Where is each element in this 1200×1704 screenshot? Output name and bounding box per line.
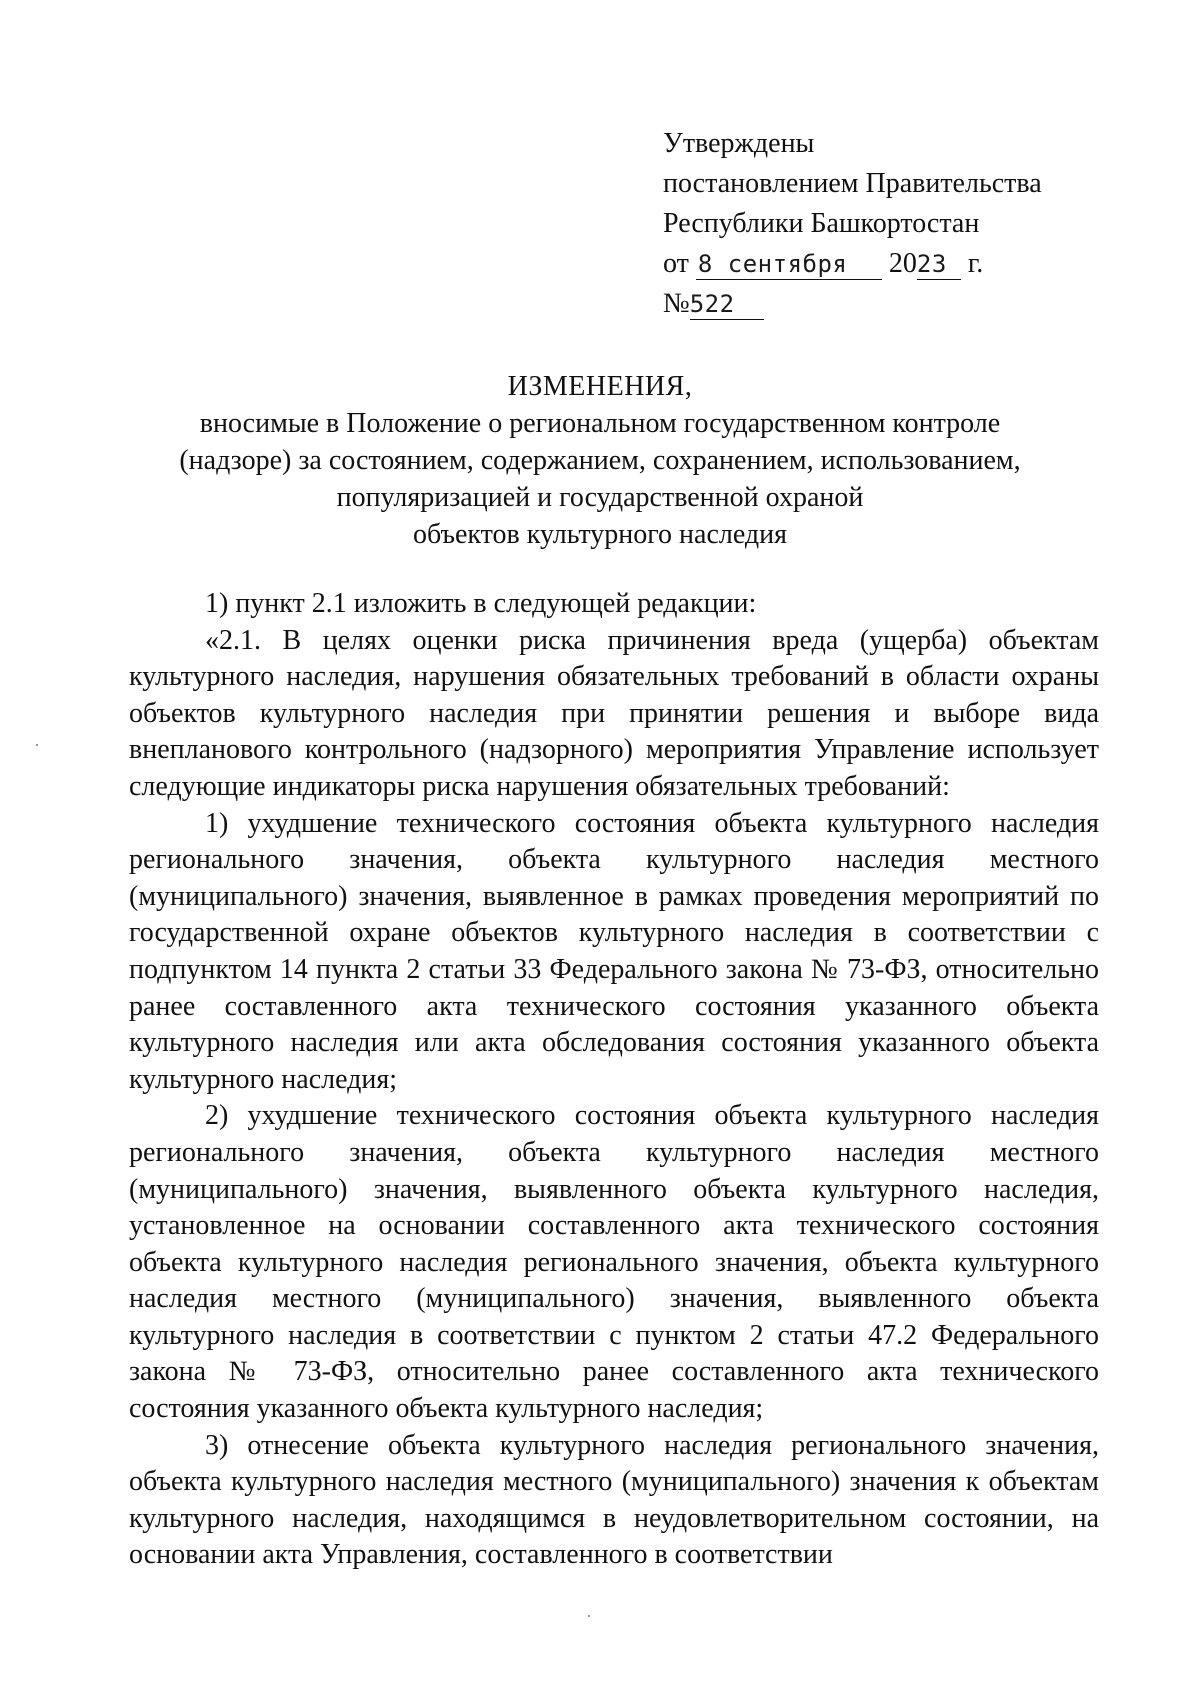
number-blank [690,289,764,320]
paragraph-item-1: 1) пункт 2.1 изложить в следующей редакции: [205,588,757,619]
paragraph-clause-2-1: «2.1. В целях оценки риска причинения вреда (ущерба) объектам культурного наследия, нарушения обязательных требований в области охраны объектов культурного наследия при принятии решения и выборе вида внепланового контрольного (надзорного) мероприятия Управление использует следующие индикаторы риска нарушения обязательных требований: [129,624,1099,802]
document-body [129,586,1099,1574]
number-prefix: № [663,288,690,319]
handwritten-number: 522 [689,290,735,318]
scan-speck [36,744,38,746]
scan-speck [588,1615,590,1617]
document-title [130,368,1070,553]
title-subline-1: вносимые в Положение о региональном государственном контроле [199,408,1001,439]
approval-line-republic: Республики Башкортостан [663,208,980,239]
date-blank [696,249,882,280]
paragraph-indicator-2: 2) ухудшение технического состояния объекта культурного наследия регионального значения, объекта культурного наследия местного (муниципального) значения, выявленного объекта культурного наследия, установленное на основании составленного акта технического состояния объекта культурного наследия регионального значения, объекта культурного наследия местного (муниципального) значения, выявленного объекта культурного наследия в соответствии с пунктом 2 статьи 47.2 Федерального закона № 73-ФЗ, относительно ранее составленного акта технического состояния указанного объекта культурного наследия; [129,1100,1099,1425]
handwritten-date: 8 сентября [697,250,848,278]
year-prefix: 20 [888,248,917,279]
year-blank [917,249,961,280]
handwritten-year: 23 [916,250,947,278]
title-subline-4: объектов культурного наследия [412,519,788,550]
approval-number-line [663,284,1042,324]
paragraph-indicator-3: 3) отнесение объекта культурного наследия регионального значения, объекта культурного наследия местного (муниципального) значения к объектам культурного наследия, находящимся в неудовлетворительном состоянии, на основании акта Управления, составленного в соответствии [129,1429,1099,1571]
approval-line-approved: Утверждены [663,128,815,159]
title-changes: ИЗМЕНЕНИЯ, [507,371,693,402]
approval-stamp-block [663,124,1042,324]
approval-date-line [663,244,1042,284]
title-subline-2: (надзоре) за состоянием, содержанием, сохранением, использованием, [179,445,1021,476]
approval-line-resolution: постановлением Правительства [663,168,1042,199]
paragraph-indicator-1: 1) ухудшение технического состояния объекта культурного наследия регионального значения, объекта культурного наследия местного (муниципального) значения, выявленное в рамках проведения мероприятий по государственной охране объектов культурного наследия в соответствии с подпунктом 14 пункта 2 статьи 33 Федерального закона № 73-ФЗ, относительно ранее составленного акта технического состояния указанного объекта культурного наследия или акта обследования состояния указанного объекта культурного наследия; [129,807,1099,1095]
title-subline-3: популяризацией и государственной охраной [336,482,864,513]
date-prefix: от [663,248,689,279]
year-suffix: г. [967,248,984,279]
